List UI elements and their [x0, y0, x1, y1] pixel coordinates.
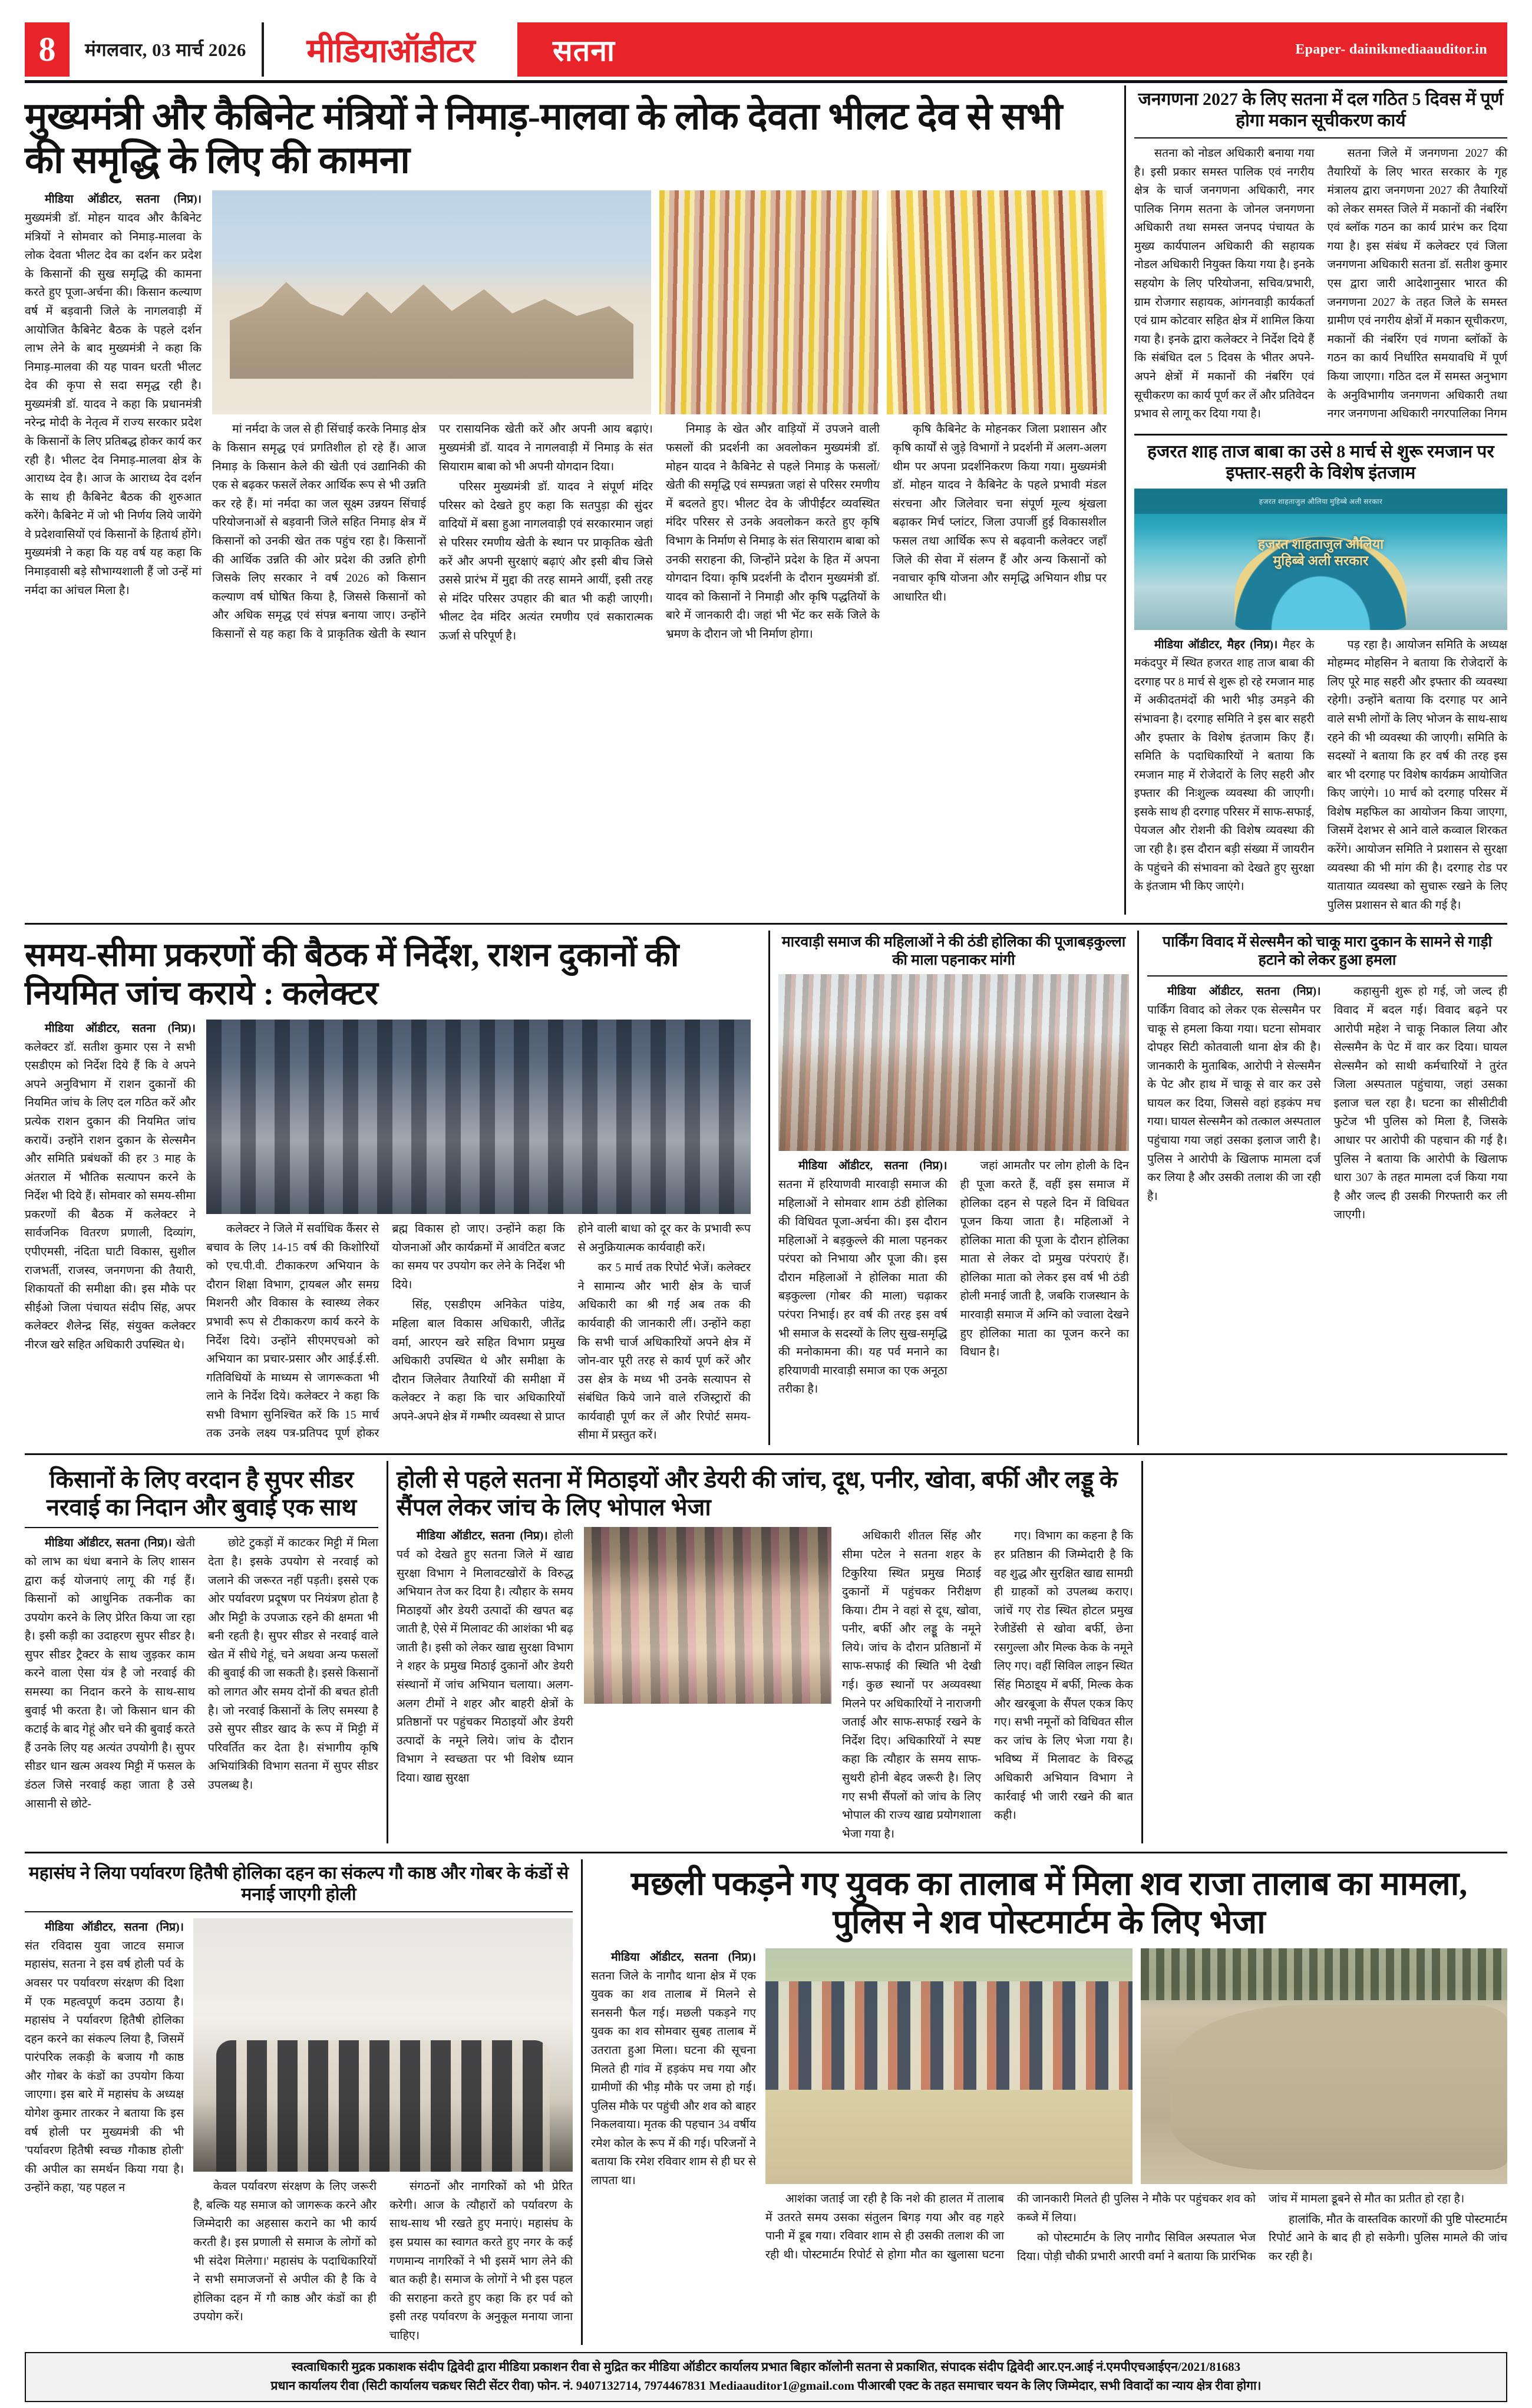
footer-line-1: स्वत्वाधिकारी मुद्रक प्रकाशक संदीप द्विवेदी द्वारा मीडिया प्रकाशन रीवा से मुद्रित कर मीडिया ऑडीटर कार्यालय प्रभात बिहार कॉलोनी सतना से प्रकाशित, संपादक संदीप द्विवेदी आर.एन.आई नं.एमपीएचआईएन/2021/81683 [291, 2360, 1241, 2374]
edition-bar [517, 22, 1507, 77]
edition-name: सतना [553, 34, 615, 67]
third-block [25, 1461, 1507, 1843]
epaper-url: Epaper- dainikmediaauditor.in [1295, 41, 1487, 57]
column-divider-2 [768, 931, 770, 1445]
holika-marwari-story [778, 931, 1129, 1445]
column-divider-4 [387, 1461, 388, 1843]
drowning-col-1: मीडिया ऑडीटर, सतना (निप्र)। सतना जिले के नागौद थाना क्षेत्र में एक युवक का शव तालाब में मिलने से सनसनी फैल गई। मछली पकड़ने गए युवक का शव सोमवार सुबह तालाब में उतराता हुआ मिला। घटना की सूचना मिलते ही गांव में हड़कंप मच गया और ग्रामीणों की भीड़ मौके पर जमा हो गई। पुलिस मौके पर पहुंची और शव को बाहर निकलवाया। मृतक की पहचान 34 वर्षीय रमेश कोल के रूप में की गई। परिजनों ने बताया कि रमेश रविवार शाम से ही घर से लापता था। [591, 1951, 756, 2187]
lead-photo-deity [887, 190, 1106, 414]
column-divider-5 [1141, 1461, 1143, 1843]
lead-photo-crowd [659, 190, 879, 414]
top-block [25, 85, 1507, 915]
sidebar-divider-1 [1134, 434, 1507, 436]
holika-marwari-dateline: मीडिया ऑडीटर, सतना (निप्र)। [798, 1160, 947, 1173]
column-divider [1124, 85, 1126, 915]
masthead [25, 22, 1507, 77]
collector-dateline: मीडिया ऑडीटर, सतना (निप्र)। [45, 1022, 196, 1035]
mahasangh-columns-rest: केवल पर्यावरण संरक्षण के लिए जरूरी है, बल्कि यह समाज को जागरूक करने और जिम्मेदारी का अहसास कराने का भी कार्य करती है। इस प्रणाली से समाज के लोगों को भी संदेश मिलेगा।' महासंघ के पदाधिकारियों ने सभी समाजजनों से अपील की है कि वे होलिका दहन में गौ काष्ठ और कंडों का ही उपयोग करें। संगठनों और नागरिकों को भी प्रेरित करेगी। आज के त्यौहारों को पर्यावरण के साथ-साथ भी रखते हुए मनाएं। महासंघ के इस प्रयास का स्वागत करते हुए नगर के कई गणमान्य नागरिकों ने भी इसमें भाग लेने की बात कही है। समाज के लोगों ने भी इस पहल की सराहना करते हुए कहा कि हर पर्व को इसी तरह पर्यावरण के अनुकूल मनाया जाना चाहिए। [193, 2181, 573, 2342]
sweets-headline: होली से पहले सतना में मिठाइयों और डेयरी की जांच, दूध, पनीर, खोवा, बर्फी और लड्डू के सैंपल लेकर जांच के लिए भोपाल भेजा [397, 1466, 1118, 1521]
section-divider-3 [25, 1852, 1507, 1853]
dargah-banner-top: हजरत शाहताजुल औलिया मुहिब्बे अली सरकार [1134, 489, 1507, 514]
collector-photo-meeting [206, 1020, 751, 1214]
super-seeder-headline: किसानों के लिए वरदान है सुपर सीडर नरवाई का निदान और बुवाई एक साथ [46, 1466, 357, 1521]
knife-headline: पार्किंग विवाद में सेल्समैन को चाकू मारा दुकान के सामने से गाड़ी हटाने को लेकर हुआ हमला [1162, 934, 1493, 968]
ramzan-photo-dargah [1134, 489, 1507, 630]
drowning-dateline: मीडिया ऑडीटर, सतना (निप्र)। [611, 1951, 756, 1964]
second-block [25, 931, 1507, 1445]
publication-date: मंगलवार, 03 मार्च 2026 [70, 22, 264, 77]
super-seeder-body: मीडिया ऑडीटर, सतना (निप्र)। खेती को लाभ का धंधा बनाने के लिए शासन द्वारा कई योजनाएं लागू की गई हैं। किसानों को आधुनिक तकनीक का उपयोग करने के लिए प्रेरित किया जा रहा है। इसी कड़ी का उदाहरण सुपर सीडर है। सुपर सीडर ट्रैक्टर के साथ जुड़कर काम करने वाला ऐसा यंत्र है जो नरवाई की समस्या का निदान करने के साथ-साथ बुवाई भी करता है। जो किसान धान की कटाई के बाद गेहूं और चने की बुवाई करते हैं उनके लिए यह अत्यंत उपयोगी है। सुपर सीडर धान खत्म अवश्य मिट्टी में फसल के डंठल जिसे नरवाई कहा जाता है उसे आसानी से छोटे- छोटे टुकड़ों में काटकर मिट्टी में मिला देता है। इसके उपयोग से नरवाई को जलाने की जरूरत नहीं पड़ती। इससे एक ओर पर्यावरण प्रदूषण पर नियंत्रण होता है और मिट्टी के उपजाऊ रहने की क्षमता भी बनी रहती है। सुपर सीडर से नरवाई वाले खेत में सीधे गेहूं, चने अथवा अन्य फसलों की बुवाई की जा सकती है। इससे किसानों को लागत और समय दोनों की बचत होती है। जो नरवाई किसानों के लिए समस्या है उसे सुपर सीडर खाद के रूप में मिट्टी में परिवर्तित कर देता है। संभागीय कृषि अभियांत्रिकी विभाग सतना में सुपर सीडर उपलब्ध है। [25, 1537, 378, 1810]
column-divider-6 [581, 1859, 583, 2345]
lead-columns-rest: मां नर्मदा के जल से ही सिंचाई करके निमाड़ क्षेत्र के किसान समृद्ध एवं प्रगतिशील हो रहे हैं। आज निमाड़ के किसान केले की खेती एवं उद्यानिकी की एक से बढ़कर फसलें लेकर आर्थिक रूप से भी उन्नति कर रहे हैं। मां नर्मदा का जल सूक्ष्म उन्नयन सिंचाई परियोजनाओं से बड़वानी जिले सहित निमाड़ क्षेत्र में किसानों को उनकी खेत तक पहुंच रहा है। किसानों की आर्थिक उन्नति की ओर प्रदेश की उन्नति होगी जिसके लिए सरकार ने वर्ष 2026 को किसान कल्याण वर्ष घोषित किया है, जिससे किसानों को और अधिक समृद्ध एवं संपन्न बनाया जाए। उन्होंने किसानों से यह कहा कि वे प्राकृतिक खेती के स्थान पर रासायनिक खेती करें और अपनी आय बढ़ाएं। मुख्यमंत्री डॉ. यादव ने नागलवाड़ी में निमाड़ के संत सियाराम बाबा को भी अपनी योगदान दिया। परिसर मुख्यमंत्री डॉ. यादव ने संपूर्ण मंदिर परिसर को देखते हुए कहा कि सतपुड़ा की सुंदर वादियों में बसा हुआ नागलवाड़ी एवं सरकारमान जहां से परिसर रमणीय खेती के स्थान पर प्राकृतिक खेती करें और अपनी सुरक्षाएं बढ़ाएं और इसी बीच जिसे उससे प्रारंभ में मुद्दा की तरह सामने आयीं, इसी तरह से मंदिर परिसर उपहार की बात भी कही जाएगी। भीलट देव मंदिर अत्यंत रमणीय एवं सकारात्मक ऊर्जा से परिपूर्ण है। निमाड़ के खेत और वाड़ियों में उपजने वाली फसलों की प्रदर्शनी का अवलोकन मुख्यमंत्री डॉ. मोहन यादव ने कैबिनेट से पहले निमाड़ के फसलों/खेती की समृद्धि एवं सम्पन्नता जहां से परिसर रमणीय में बदलते हुए। भीलट देव के जीपीईंटर व्यवस्थित मंदिर परिसर से उनके अवलोकन करते हुए कृषि विभाग के निर्माण से निमाड़ के संत सियाराम बाबा को उनकी सराहना की, जिन्होंने प्रदेश के हित में अपना योगदान दिया। कृषि प्रदर्शनी के दौरान मुख्यमंत्री डॉ. यादव को किसानों ने निमाड़ी और कृषि पद्धतियों के बारे में जानकारी दी। जहां भी भेंट कर सकें जिले के भ्रमण के दौरान जो भी निर्माण होगा। कृषि कैबिनेट के मोहनकर जिला प्रशासन और कृषि कार्यों से जुड़े विभागों ने प्रदर्शनी में अलग-अलग थीम पर अपना प्रदर्शनिकरण किया गया। मुख्यमंत्री डॉ. मोहन यादव ने कैबिनेट के पहले प्रभावी मंडल संरचना और जिलेवार चना संपूर्ण मूल्य श्रृंखला बढ़ाकर मिर्च प्लांटर, जिला उपार्जी हुई विकासशील फसल तथा आर्थिक रूप से बढ़वानी कलेक्टर जहाँ जिले की सेवा में संलग्न हैं और अन्य किसानों को नवाचार कृषि योजना और समृद्धि अभियान शीघ्र पर आधारित थी। [212, 423, 1107, 642]
holika-marwari-photo [778, 974, 1129, 1151]
mahasangh-col-1: मीडिया ऑडीटर, सतना (निप्र)। संत रविदास युवा जाटव समाज महासंघ, सतना ने इस वर्ष होली पर्व के अवसर पर पर्यावरण संरक्षण की दिशा में एक महत्वपूर्ण कदम उठाया है। महासंघ ने पर्यावरण हितैषी होलिका दहन करने का संकल्प लिया है, जिसमें पारंपरिक लकड़ी के बजाय गौ काष्ठ और गोबर के कंडों का उपयोग किया जाएगा। इस बारे में महासंघ के अध्यक्ष योगेश कुमार तारकर ने बताया कि इस वर्ष होली पर मुख्यमंत्री की भी 'पर्यावरण हितैषी स्वच्छ गौकाष्ठ होली' की अपील का समर्थन किया गया है। उन्होंने कहा, 'यह पहल न [25, 1921, 184, 2195]
section-divider-1 [25, 923, 1507, 925]
page-number: 8 [25, 22, 70, 77]
mahasangh-dateline: मीडिया ऑडीटर, सतना (निप्र)। [45, 1921, 184, 1934]
collector-col-1: मीडिया ऑडीटर, सतना (निप्र)। कलेक्टर डॉ. सतीश कुमार एस ने सभी एसडीएम को निर्देश दिये हैं कि वे अपने अपने अनुविभाग में राशन दुकानों की नियमित जांच के लिए दल गठित करें और प्रत्येक राशन दुकान की नियमित जांच करायें। उन्होंने राशन दुकान के सेल्समैन और समिति प्रबंधकों की हर 3 माह के अंतराल में भौतिक सत्यापन करने के निर्देश भी दिये हैं। सोमवार को समय-सीमा प्रकरणों की बैठक में कलेक्टर ने सार्वजनिक वितरण प्रणाली, दिव्यांग, एपीएमसी, नंदिता घाटी विकास, सुशील राजभर्ती, राजस्व, जनगणना की तैयारी, शिकायतों की समीक्षा की। इस मौके पर सीईओ जिला पंचायत संदीप सिंह, अपर कलेक्टर शैलेन्द्र सिंह, संयुक्त कलेक्टर नीरज खरे सहित अधिकारी उपस्थित थे। [25, 1022, 196, 1351]
ramzan-body: मीडिया ऑडीटर, मैहर (निप्र)। मैहर के मकंदपुर में स्थित हजरत शाह ताज बाबा की दरगाह पर 8 मार्च से शुरू हो रहे रमजान माह में अकीदतमंदों की भारी भीड़ उमड़ने की संभावना है। दरगाह समिति ने इस बार सहरी और इफ्तार के विशेष इंतजाम किए हैं। समिति के पदाधिकारियों ने बताया कि रमजान माह में रोजेदारों के लिए सहरी और इफ्तार की निःशुल्क व्यवस्था की जाएगी। इसके साथ ही दरगाह परिसर में साफ-सफाई, पेयजल और रोशनी की विशेष व्यवस्था की जा रही है। इस दौरान बड़ी संख्या में जायरीन के पहुंचने की संभावना को देखते हुए सुरक्षा के इंतजाम भी किए जाएंगे। पड़ रहा है। आयोजन समिति के अध्यक्ष मोहम्मद मोहसिन ने बताया कि रोजेदारों के लिए पूरे माह सहरी और इफ्तार की व्यवस्था रहेगी। उन्होंने बताया कि दरगाह पर आने वाले सभी लोगों के लिए भोजन के साथ-साथ रहने की भी व्यवस्था की जाएगी। समिति के सदस्यों ने बताया कि हर वर्ष की तरह इस बार भी दरगाह पर विशेष कार्यक्रम आयोजित किए जाएंगे। 10 मार्च को दरगाह परिसर में विशेष महफिल का आयोजन किया जाएगा, जिसमें देशभर से आने वाले कव्वाल शिरकत करेंगे। आयोजन समिति ने प्रशासन से सुरक्षा व्यवस्था की भी मांग की है। दरगाह रोड पर यातायात व्यवस्था को सुचारू रखने के लिए पुलिस प्रशासन से बात की गई है। [1134, 638, 1507, 912]
section-divider-2 [25, 1453, 1507, 1455]
collector-headline: समय-सीमा प्रकरणों की बैठक में निर्देश, राशन दुकानों की नियमित जांच कराये : कलेक्टर [25, 937, 679, 1012]
holika-marwari-headline: मारवाड़ी समाज की महिलाओं ने की ठंडी होलिका की पूजाबड़कुल्ला की माला पहनाकर मांगी [781, 934, 1126, 968]
drowning-columns-rest: आशंका जताई जा रही है कि नशे की हालत में तालाब में उतरते समय उसका संतुलन बिगड़ गया और वह गहरे पानी में डूब गया। रविवार शाम से ही उसकी तलाश की जा रही थी। पोस्टमार्टम रिपोर्ट से होगा मौत का खुलासा घटना की जानकारी मिलते ही पुलिस ने मौके पर पहुंचकर शव को कब्जे में लिया। को पोस्टमार्टम के लिए नागौद सिविल अस्पताल भेज दिया। पोड़ी चौकी प्रभारी आरपी वर्मा ने बताया कि प्रारंभिक जांच में मामला डूबने से मौत का प्रतीत हो रहा है। हालांकि, मौत के वास्तविक कारणों की पुष्टि पोस्टमार्टम रिपोर्ट आने के बाद ही हो सकेगी। पुलिस मामले की जांच कर रही है। [765, 2193, 1507, 2263]
knife-body: मीडिया ऑडीटर, सतना (निप्र)। पार्किंग विवाद को लेकर एक सेल्समैन पर चाकू से हमला किया गया। घटना सोमवार दोपहर सिटी कोतवाली थाना क्षेत्र की है। जानकारी के मुताबिक, आरोपी ने सेल्समैन के पेट और हाथ में चाकू से वार कर उसे घायल कर दिया, जिससे वहां हड़कंप मच गया। घायल सेल्समैन को तत्काल अस्पताल पहुंचाया गया जहां उसका इलाज जारी है। पुलिस ने आरोपी के खिलाफ मामला दर्ज कर लिया है और उसकी तलाश की जा रही है। कहासुनी शुरू हो गई, जो जल्द ही विवाद में बदल गई। विवाद बढ़ने पर आरोपी महेश ने चाकू निकाल लिया और सेल्समैन के पेट में वार कर दिया। घायल सेल्समैन को साथी कर्मचारियों ने तुरंत जिला अस्पताल पहुंचाया, जहां उसका इलाज चल रहा है। घटना का सीसीटीवी फुटेज भी पुलिस को मिला है, जिसके आधार पर आरोपी की पहचान की गई है। पुलिस ने बताया कि आरोपी के खिलाफ धारा 307 के तहत मामला दर्ज किया गया है और जल्द ही उसकी गिरफ्तारी कर ली जाएगी। [1147, 985, 1508, 1222]
footer-line-2: प्रधान कार्यालय रीवा (सिटी कार्यालय चक्रधर सिटी सेंटर रीवा) फोन. नं. 9407132714, 7974467831 Mediaauditor1@gmail.com पीआरबी एक्ट के तहत समाचार चयन के लिए जिम्मेदार, सभी विवादों का न्याय क्षेत्र रीवा होगा। [270, 2378, 1262, 2393]
column-divider-3 [1137, 931, 1139, 1445]
page-footer [25, 2352, 1507, 2402]
lead-story [25, 85, 1116, 915]
super-seeder-story [25, 1461, 378, 1843]
super-seeder-dateline: मीडिया ऑडीटर, सतना (निप्र)। [45, 1537, 172, 1550]
ramzan-headline: हजरत शाह ताज बाबा का उसे 8 मार्च से शुरू रमजान पर इफ्तार-सहरी के विशेष इंतजाम [1147, 441, 1494, 483]
drowning-story [591, 1859, 1507, 2345]
holika-marwari-body: मीडिया ऑडीटर, सतना (निप्र)। सतना में हरियाणवी मारवाड़ी समाज की महिलाओं ने सोमवार शाम ठंडी होलिका की विधिवत पूजा-अर्चना की। इस दौरान महिलाओं ने बड़कुल्ले की माला पहनकर परंपरा को निभाया और पूजा की। इस दौरान महिलाओं ने होलिका माता की बड़कुल्ला (गोबर की माला) चढ़ाकर परंपरा निभाई। हर वर्ष की तरह इस वर्ष भी समाज के सदस्यों के लिए सुख-समृद्धि की मनोकामना की। यह पर्व मनाने का हरियाणवी मारवाड़ी समाज का एक अनूठा तरीका है। जहां आमतौर पर लोग होली के दिन ही पूजा करते हैं, वहीं इस समाज में होलिका दहन से पहले दिन में विधिवत पूजन किया जाता है। महिलाओं ने होलिका माता की पूजा के दौरान होलिका माता से लेकर दो प्रमुख परंपराएं हैं। होलिका माता को लेकर इस वर्ष भी ठंडी होली मनाई जाती है, जबकि राजस्थान के मारवाड़ी समाज में अग्नि को ज्वाला देखने हुए होलिका माता का पूजन करने का विधान है। [778, 1160, 1130, 1396]
sweets-check-story [397, 1461, 1133, 1843]
sweets-dateline: मीडिया ऑडीटर, सतना (निप्र)। [417, 1530, 548, 1543]
sweets-photo-shop [584, 1527, 831, 1704]
collector-columns-rest: कलेक्टर ने जिले में सर्वाधिक कैंसर से बचाव के लिए 14-15 वर्ष की किशोरियों को एच.पी.वी. टीकाकरण अभियान के दौरान शिक्षा विभाग, ट्रायबल और समग्र मिशनरी और विकास के स्वास्थ्य लेकर प्रभावी रूप से टीकाकरण कार्य करने के निर्देश दिये। उन्होंने सीएमएचओ को अभियान का प्रचार-प्रसार और आई.ई.सी. गतिविधियों के माध्यम से जागरूकता भी लाने के निर्देश दिये। कलेक्टर ने कहा कि सभी विभाग सुनिश्चित करें कि 15 मार्च तक उनके लक्ष्य पत्र-प्रतिपद पूर्ण होकर ब्रह्म विकास हो जाए। उन्होंने कहा कि योजनाओं और कार्यक्रमों में आवंटित बजट का समय पर उपयोग कर लेने के निर्देश भी दिये। सिंह, एसडीएम अनिकेत पांडेय, महिला बाल विकास अधिकारी, जीतेंद्र वर्मा, आरएन खरे सहित विभाग प्रमुख अधिकारी उपस्थित थे और समीक्षा के दौरान जिलेवार तैयारियों की समीक्षा में कलेक्टर ने कहा कि चार अधिकारियों अपने-अपने क्षेत्र में गम्भीर व्यवस्था से प्राप्त होने वाली बाधा को दूर कर के प्रभावी रूप से अनुक्रियात्मक कार्यवाही करें। कर 5 मार्च तक रिपोर्ट भेजें। कलेक्टर ने सामान्य और भारी क्षेत्र के चार्ज अधिकारी का श्री गई अब तक की कार्यवाही की जानकारी लीं। उन्होंने कहा कि सभी चार्ज अधिकारियों अपने क्षेत्र में जोन-वार पूरी तरह से कार्य पूर्ण करें और उस क्षेत्र के मध्य भी उनके सत्यापन से संबंधित किये जाने वाले रजिस्ट्रारों की कार्यवाही पूर्ण कर लें और रिपोर्ट समय-सीमा में प्रस्तुत करें। [206, 1223, 751, 1442]
lead-headline: मुख्यमंत्री और कैबिनेट मंत्रियों ने निमाड़-मालवा के लोक देवता भीलट देव से सभी की समृद्धि के लिए की कामना [25, 95, 1062, 182]
dargah-banner-overlay: हजरत शाहताजुल औलिया मुहिब्बे अली सरकार [1257, 537, 1384, 569]
mahasangh-headline: महासंघ ने लिया पर्यावरण हितैषी होलिका दहन का संकल्प गौ काष्ठ और गोबर के कंडों से मनाई जाएगी होली [28, 1863, 569, 1905]
pond-water [1170, 2005, 1507, 2170]
knife-rule [1147, 975, 1507, 977]
sweets-columns-rest: अधिकारी शीतल सिंह और सीमा पटेल ने सतना शहर के टिकुरिया स्थित प्रमुख मिठाई दुकानों में पहुंचकर निरीक्षण किया। टीम ने वहां से दूध, खोवा, पनीर, बर्फी और लड्डू के नमूने लिये। जांच के दौरान प्रतिष्ठानों में साफ-सफाई की स्थिति भी देखी गई। कुछ स्थानों पर अव्यवस्था मिलने पर अधिकारियों ने नाराजगी जताई और साफ-सफाई रखने के निर्देश दिए। अधिकारियों ने स्पष्ट कहा कि त्यौहार के समय साफ-सुथरी होनी बेहद जरूरी है। लिए गए सभी सैंपलों को जांच के लिए भोपाल की राज्य खाद्य प्रयोगशाला भेजा गया है। गए। विभाग का कहना है कि हर प्रतिष्ठान की जिम्मेदारी है कि वह शुद्ध और सुरक्षित खाद्य सामग्री ही ग्राहकों को उपलब्ध कराए। जांचें गए रोड स्थित होटल प्रमुख रेजीडेंसी से खोवा बर्फी, छेना रसगुल्ला और मिल्क केक के नमूने लिए गए। वहीं सिविल लाइन स्थित सिंह मिठाइ्य में बर्फी, मिल्क केक और खरबूजा के सैंपल एकत्र किए गए। सभी नमूनों को विधिवत सील कर जांच के लिए भेजा गया है। भविष्य में मिलावट के विरुद्ध अधिकारी अभियान विभाग ने कार्रवाई भी जारी रखने की बात कही। [842, 1530, 1133, 1840]
newspaper-logo: मीडियाऑडीटर [306, 33, 475, 70]
lead-photo-temple [212, 190, 651, 414]
right-sidebar-top [1134, 85, 1507, 915]
drowning-headline: मछली पकड़ने गए युवक का तालाब में मिला शव राजा तालाब का मामला, पुलिस ने शव पोस्टमार्टम के लिए भेजा [630, 1866, 1468, 1941]
ramzan-dateline: मीडिया ऑडीटर, मैहर (निप्र)। [1154, 638, 1278, 651]
collector-story [25, 931, 760, 1445]
mahasangh-story [25, 1859, 573, 2345]
knife-story [1147, 931, 1507, 1445]
drowning-photo-pond [1141, 1948, 1508, 2184]
census-rule [1134, 137, 1507, 138]
knife-dateline: मीडिया ऑडीटर, सतना (निप्र)। [1167, 985, 1321, 998]
sweets-col-1: मीडिया ऑडीटर, सतना (निप्र)। होली पर्व को देखते हुए सतना जिले में खाद्य सुरक्षा विभाग ने मिलावटखोरों के विरुद्ध अभियान तेज कर दिया है। त्यौहार के समय मिठाइयों और डेयरी उत्पादों की खपत बढ़ जाती है, ऐसे में मिलावट की आशंका भी बढ़ जाती है। इसी को लेकर खाद्य सुरक्षा विभाग ने शहर के प्रमुख मिठाई दुकानों और डेयरी संस्थानों में जांच अभियान चलाया। अलग-अलग टीमों ने शहर और बाहरी क्षेत्रों के प्रतिष्ठानों पर पहुंचकर मिठाइयों और डेयरी उत्पादों के नमूने लिये। जांच के दौरान विभाग ने स्वच्छता पर भी विशेष ध्यान दिया। खाद्य सुरक्षा [397, 1530, 573, 1784]
census-body: सतना को नोडल अधिकारी बनाया गया है। इसी प्रकार समस्त पालिक एवं नगरीय क्षेत्र के चार्ज जनगणना अधिकारी, नगर पालिक निगम सतना के जोनल जनगणना अधिकारी तथा समस्त जनपद पंचायत के मुख्य कार्यपालन अधिकारी की सहायक नोडल अधिकारी नियुक्त किया गया है। इनके सहयोग के लिए परियोजना, सचिव/प्रभारी, ग्राम रोजगार सहायक, आंगनवाड़ी कार्यकर्ता एवं ग्राम कोटवार सहित क्षेत्र में शामिल किया गया है। इनके द्वारा कलेक्टर ने निर्देश दिये हैं कि संबंधित दल 5 दिवस के भीतर अपने-अपने क्षेत्रों में मकानों की नंबरिंग एवं सूचीकरण का कार्य पूर्ण कर लें और प्रतिवेदन प्रभाव से लागू कर दिया गया है। सतना जिले में जनगणना 2027 की तैयारियों के लिए भारत सरकार के गृह मंत्रालय द्वारा जनगणना 2027 की तैयारियों को लेकर समस्त जिले में मकानों की नंबरिंग एवं ब्लॉक गठन का कार्य प्रारंभ कर दिया गया है। इस संबंध में कलेक्टर एवं जिला जनगणना अधिकारी सतना डॉ. सतीश कुमार एस द्वारा जारी आदेशानुसार भारत की जनगणना 2027 के तहत जिले के समस्त ग्रामीण एवं नगरीय क्षेत्रों में मकान सूचीकरण, मकानों की नंबरिंग एवं गणना ब्लॉकों के गठन का कार्य निर्धारित समयावधि में पूर्ण किया जाएगा। गठित दल में समस्त अनुभाग के अनुविभागीय जनगणना अधिकारी तथा नगर जनगणना अधिकारी नगरपालिका निगम [1134, 147, 1507, 421]
super-seeder-rule [25, 1527, 378, 1528]
lead-col-1: मीडिया ऑडीटर, सतना (निप्र)। मुख्यमंत्री डॉ. मोहन यादव और कैबिनेट मंत्रियों ने सोमवार को निमाड़-मालवा के लोक देवता भीलट देव का दर्शन कर प्रदेश के किसानों की सुख समृद्धि की कामना करते हुए पूजा-अर्चना की। किसान कल्याण वर्ष में बड़वानी जिले के नागलवाड़ी में आयोजित कैबिनेट बैठक के पहले दर्शन लाभ लेने के बाद मुख्यमंत्री ने कहा कि निमाड़-मालवा की यह पावन धरती भीलट देव की कृपा से सदा समृद्ध रही है। मुख्यमंत्री डॉ. यादव ने कहा कि प्रधानमंत्री नरेन्द्र मोदी के नेतृत्व में राज्य सरकार प्रदेश के किसानों के लिए प्रतिबद्ध होकर कार्य कर रही है। भीलट देव निमाड़-मालवा क्षेत्र के आराध्य देव है। आज के आराध्य देव दर्शन के साथ ही कैबिनेट बैठक की शुरुआत करेंगे। कैबिनेट में जो भी निर्णय लिये जायेंगे वे प्रदेशवासियों एवं किसानों के हितार्थ होंगे। मुख्यमंत्री ने कहा कि यह वर्ष यह कहा कि निमाड़वासी बड़े सौभाग्यशाली हैं जो उन्हें मां नर्मदा का आंचल मिला है। [25, 193, 202, 597]
fourth-block [25, 1859, 1507, 2345]
mahasangh-rule [25, 1911, 573, 1912]
drowning-photo-scene [765, 1948, 1133, 2184]
lead-dateline: मीडिया ऑडीटर, सतना (निप्र)। [45, 193, 202, 206]
census-headline: जनगणना 2027 के लिए सतना में दल गठित 5 दिवस में पूर्ण होगा मकान सूचीकरण कार्य [1138, 90, 1504, 130]
mahasangh-photo-group [193, 1918, 573, 2172]
masthead-divider [25, 80, 1507, 83]
